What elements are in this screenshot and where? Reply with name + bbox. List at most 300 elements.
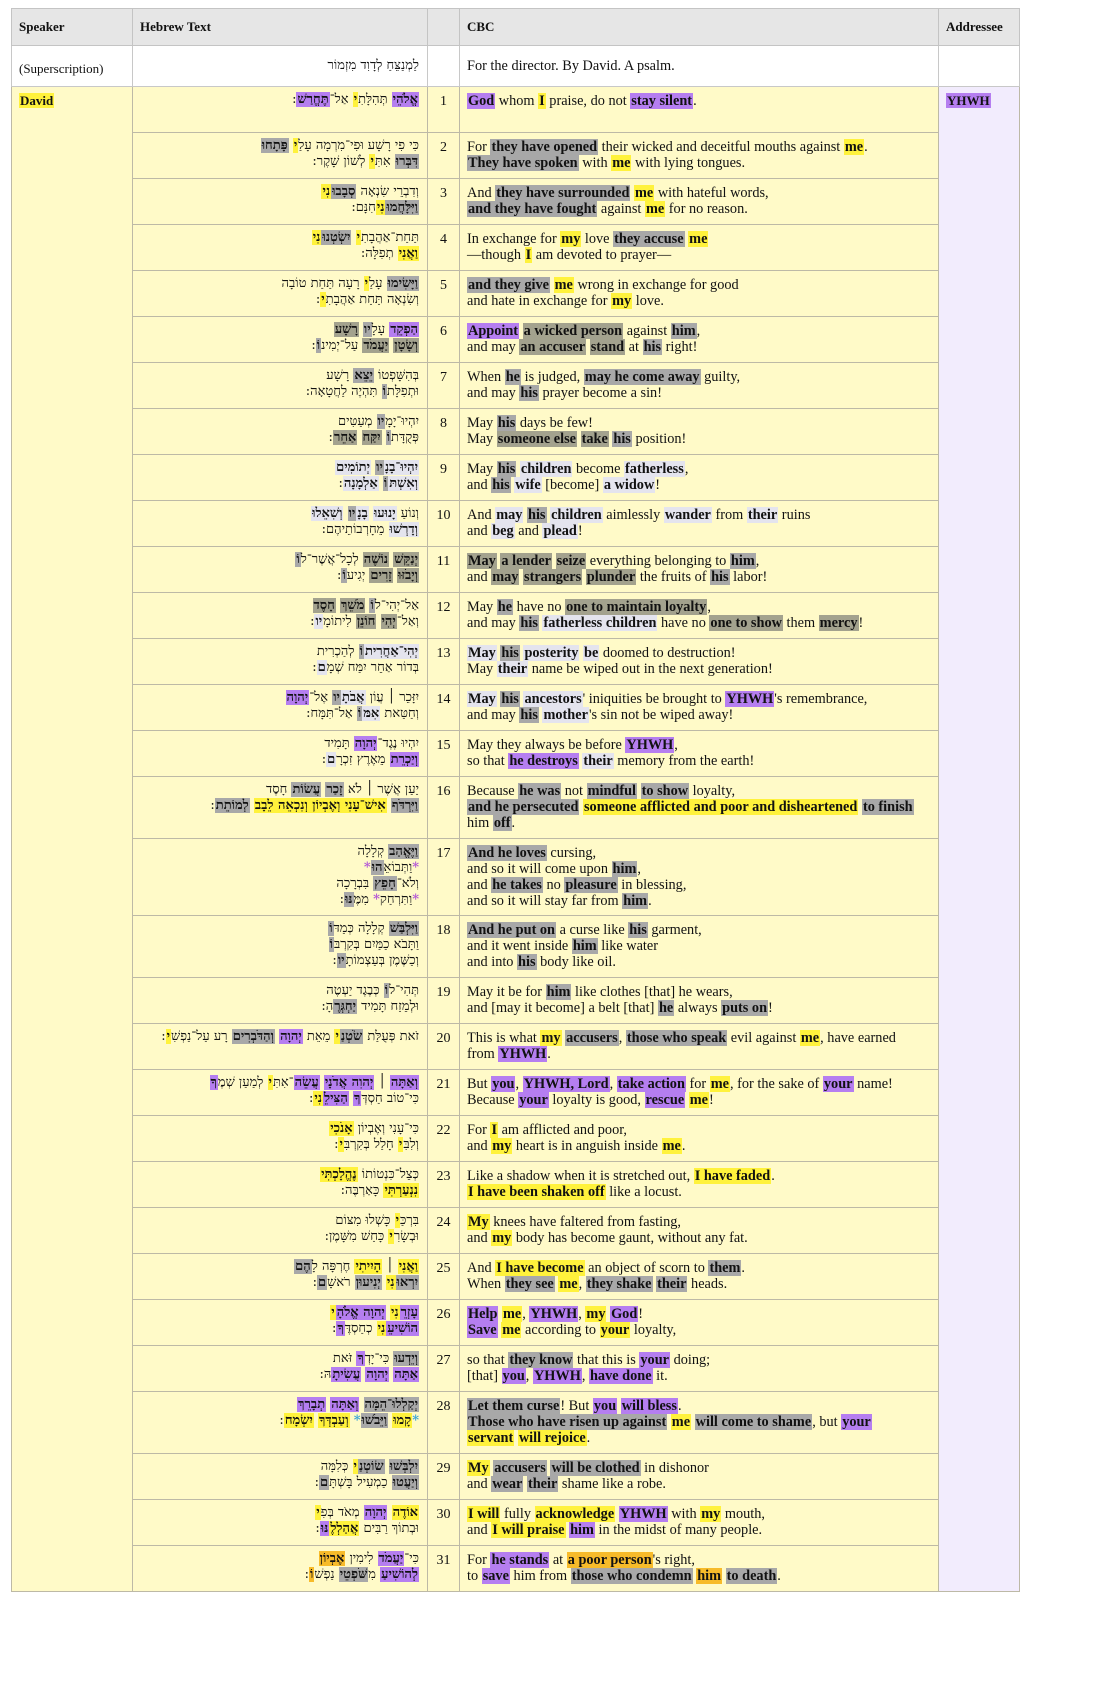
text-line xyxy=(139,1351,419,1367)
highlight-yellow: נִי xyxy=(390,1305,399,1320)
highlight-purple: your xyxy=(842,1414,871,1430)
highlight-olive: someone else xyxy=(497,431,576,447)
cbc-translation-cell xyxy=(460,1254,939,1300)
highlight-gray: יִלְבְּשׁוּ xyxy=(389,1459,418,1474)
highlight-yellow: I will xyxy=(468,1506,500,1522)
text-segment: May xyxy=(467,599,497,615)
highlight-purple: Help xyxy=(468,1306,498,1322)
highlight-gray: and they have fought xyxy=(468,201,597,217)
text-segment: from xyxy=(467,1046,499,1062)
highlight-purple: save xyxy=(482,1568,509,1584)
highlight-yellow: י xyxy=(395,1213,399,1228)
text-segment: in the midst of many people. xyxy=(594,1522,763,1538)
highlight-yellow: me xyxy=(800,1030,820,1046)
text-segment xyxy=(351,230,355,245)
text-line xyxy=(467,1030,932,1046)
verse-number: 27 xyxy=(428,1346,460,1392)
cbc-translation-cell xyxy=(460,317,939,363)
highlight-gray: ם xyxy=(318,1275,327,1290)
highlight-yellow: I xyxy=(539,93,545,109)
text-segment: In exchange for xyxy=(467,231,561,247)
text-segment: , xyxy=(515,1076,523,1092)
highlight-purple: rescue xyxy=(645,1092,685,1108)
verse-number: 5 xyxy=(428,271,460,317)
text-segment: : xyxy=(328,430,333,445)
text-segment: תַּחַת־אַהֲבָתִ xyxy=(361,230,419,245)
highlight-light: וְאִשְׁתּ xyxy=(389,476,418,491)
highlight-gray: עֲשׂוֹת xyxy=(292,782,321,797)
highlight-purple: YHWH xyxy=(533,1368,581,1384)
cbc-translation-cell xyxy=(460,1116,939,1162)
text-segment: and xyxy=(514,523,543,539)
text-segment: fully xyxy=(500,1506,535,1522)
text-segment: וְשִׂנְאָה תַּחַת אַהֲבָתִ xyxy=(325,292,419,307)
text-segment: לְמַעַן שְׁמֶ xyxy=(217,1075,268,1090)
text-segment: and so it will come upon xyxy=(467,861,612,877)
text-segment: Because xyxy=(467,783,519,799)
highlight-gray: שׂוֹטְנַ xyxy=(358,1459,384,1474)
text-segment: them xyxy=(782,615,819,631)
ketiv-qere-marker: * xyxy=(373,892,380,907)
cbc-translation-cell xyxy=(460,455,939,501)
highlight-yellow: י xyxy=(364,276,369,291)
highlight-purple: have done xyxy=(589,1368,652,1384)
verse-number: 16 xyxy=(428,777,460,839)
highlight-orange: וֹ xyxy=(310,1567,314,1582)
text-segment: ! xyxy=(577,523,583,539)
text-segment: וּבְשָׂרִ xyxy=(393,1229,419,1244)
highlight-purple: נּוּ xyxy=(320,1521,329,1536)
hebrew-cell xyxy=(133,1024,428,1070)
text-line xyxy=(467,385,932,401)
highlight-yellow: נִי xyxy=(314,1091,323,1106)
text-segment: . xyxy=(681,1138,686,1154)
highlight-gray: חָפֵץ xyxy=(374,876,396,891)
highlight-olive: seize xyxy=(556,553,586,569)
text-segment: in blessing, xyxy=(617,877,687,893)
highlight-gray: וַיִּרְדֹּף xyxy=(391,798,418,813)
highlight-gray: puts on xyxy=(722,1000,768,1016)
text-line xyxy=(467,1138,932,1154)
highlight-gray: his xyxy=(528,507,546,523)
hebrew-cell xyxy=(133,685,428,731)
text-line xyxy=(139,1321,419,1337)
hebrew-cell xyxy=(133,777,428,839)
text-segment: עַל־יְמִינ xyxy=(321,338,363,353)
verse-number: 24 xyxy=(428,1208,460,1254)
highlight-gray: to show xyxy=(641,783,689,799)
text-line xyxy=(139,476,419,492)
text-segment: and xyxy=(467,569,492,585)
verse-row xyxy=(12,455,1020,501)
verse-number: 18 xyxy=(428,916,460,978)
text-segment: have no xyxy=(513,599,566,615)
text-segment: heart is in anguish inside xyxy=(512,1138,662,1154)
cbc-translation-cell xyxy=(460,916,939,978)
text-segment: become xyxy=(572,461,625,477)
text-segment: Like a shadow when it is stretched out, xyxy=(467,1168,694,1184)
text-segment: . xyxy=(648,893,652,909)
highlight-gray: סְבָבוּ xyxy=(332,184,356,199)
highlight-yellow: י xyxy=(353,92,358,107)
highlight-gray: and he persecuted xyxy=(468,799,579,815)
text-segment: : xyxy=(304,1567,310,1582)
highlight-gray: his xyxy=(497,415,516,431)
text-segment: חָסֶד xyxy=(265,782,292,797)
text-line xyxy=(139,92,419,108)
text-segment: But xyxy=(467,1076,492,1092)
highlight-light: their xyxy=(497,661,528,677)
text-segment: כַמְעִיל בָּשְׁתָּ xyxy=(329,1475,392,1490)
highlight-yellow: נֶהֱלָכְתִּי xyxy=(321,1167,357,1182)
highlight-purple: עֲשִׂיתָ xyxy=(332,1367,361,1382)
highlight-yellow: נִי xyxy=(376,200,385,215)
text-segment: loyalty is good, xyxy=(548,1092,645,1108)
text-line xyxy=(139,953,419,969)
text-line xyxy=(139,292,419,308)
text-segment: him xyxy=(467,815,493,831)
text-line xyxy=(467,1168,932,1184)
text-segment: : xyxy=(339,892,344,907)
text-segment: from xyxy=(711,507,747,523)
text-segment: . xyxy=(511,815,516,831)
highlight-yellow: I xyxy=(491,1122,498,1138)
text-segment: : xyxy=(337,568,342,583)
highlight-gray: זָכַר xyxy=(326,782,343,797)
text-segment: כִּי פִי רָשָׁע וּפִי־מִרְמָה עָלַ xyxy=(298,138,419,153)
verse-row xyxy=(12,978,1020,1024)
text-segment: : xyxy=(321,752,327,767)
cbc-translation-cell xyxy=(460,639,939,685)
highlight-light: plead xyxy=(543,523,577,539)
text-segment: labor! xyxy=(729,569,768,585)
text-line xyxy=(467,553,932,569)
verse-number: 30 xyxy=(428,1500,460,1546)
highlight-light: be xyxy=(584,645,599,661)
text-line xyxy=(467,615,932,631)
addressee-label: YHWH xyxy=(947,93,990,108)
text-segment: am afflicted and poor, xyxy=(498,1122,627,1138)
text-line xyxy=(467,293,932,309)
text-segment: guilty, xyxy=(700,369,741,385)
text-segment: always xyxy=(674,1000,722,1016)
text-segment: memory from the earth! xyxy=(613,753,755,769)
cbc-translation-cell xyxy=(460,547,939,593)
text-line xyxy=(467,93,932,109)
text-segment: ! But xyxy=(560,1398,593,1414)
text-segment: May xyxy=(467,661,497,677)
text-line xyxy=(139,1229,419,1245)
text-line xyxy=(139,860,419,876)
text-segment: ! xyxy=(768,1000,773,1016)
highlight-purple: God xyxy=(611,1306,638,1322)
text-segment: For xyxy=(467,1552,491,1568)
highlight-yellow: my xyxy=(492,1230,512,1246)
highlight-gray: וְיַעֲטוּ xyxy=(392,1475,418,1490)
hebrew-cell xyxy=(133,1392,428,1454)
highlight-gray: they know xyxy=(509,1352,573,1368)
highlight-olive: one to show xyxy=(710,615,782,631)
ketiv-qere-marker: * xyxy=(412,1413,419,1428)
text-segment: בְּהִשָּׁפְטוֹ xyxy=(373,368,419,383)
text-segment: : xyxy=(314,1475,320,1490)
text-segment: When xyxy=(467,1276,505,1292)
highlight-purple: יְהוָה אֱלֹהָ xyxy=(336,1305,385,1320)
text-segment: אַל־ xyxy=(329,92,353,107)
highlight-light: children xyxy=(551,507,602,523)
text-segment: וְכַשֶּׁמֶן בְּעַצְמוֹתָ xyxy=(345,953,419,968)
highlight-purple: וְיַכְרֵת xyxy=(390,752,418,767)
text-line xyxy=(467,1430,932,1446)
highlight-gray: וֹ xyxy=(386,430,391,445)
text-line xyxy=(467,1076,932,1092)
superscription-row xyxy=(12,46,1020,87)
highlight-yellow: י xyxy=(398,1137,403,1152)
hebrew-cell xyxy=(133,978,428,1024)
highlight-olive: וְשָׂטָן xyxy=(394,338,418,353)
text-segment: ! xyxy=(709,1092,714,1108)
text-line xyxy=(139,1075,419,1091)
text-segment: קְלָלָה xyxy=(357,844,389,859)
highlight-gray: שֹּׁפְטֵי xyxy=(339,1567,368,1582)
text-segment: and it went inside xyxy=(467,938,572,954)
text-line xyxy=(139,1475,419,1491)
text-segment: רָשָׁע xyxy=(326,368,354,383)
text-line xyxy=(467,1230,932,1246)
highlight-purple: יְהוָה xyxy=(364,1505,387,1520)
highlight-yellow: וַאֲנִי xyxy=(398,246,418,261)
cbc-translation-cell xyxy=(460,978,939,1024)
highlight-purple: יְהוָה xyxy=(286,690,309,705)
highlight-purple: him xyxy=(570,1522,594,1538)
highlight-yellow: my xyxy=(586,1306,606,1322)
text-segment: נַפְשׁ xyxy=(314,1567,339,1582)
highlight-light: בָנָ xyxy=(357,506,368,521)
verse-row xyxy=(12,839,1020,916)
highlight-purple: will bless xyxy=(621,1398,677,1414)
text-line xyxy=(467,1306,932,1322)
text-line xyxy=(467,139,932,155)
highlight-yellow: acknowledge xyxy=(535,1506,615,1522)
text-segment: מֵאֵת xyxy=(302,1029,335,1044)
verse-row xyxy=(12,1392,1020,1454)
text-line xyxy=(139,154,419,170)
highlight-olive: רָשָׁע xyxy=(334,322,358,337)
text-line xyxy=(139,844,419,860)
text-segment: at xyxy=(549,1552,567,1568)
text-segment: and may xyxy=(467,339,520,355)
text-segment: , xyxy=(609,1076,617,1092)
highlight-yellow: My xyxy=(468,1460,489,1476)
highlight-yellow: me xyxy=(634,185,654,201)
highlight-gray: שֹׂטְנַ xyxy=(340,1029,363,1044)
text-segment: מֵחָרְבוֹתֵיהֶם: xyxy=(321,522,389,537)
text-line xyxy=(139,660,419,676)
text-segment: : xyxy=(311,338,316,353)
highlight-gray: they accuse xyxy=(614,231,684,247)
text-segment: to xyxy=(467,1568,482,1584)
verse-row xyxy=(12,271,1020,317)
highlight-purple: your xyxy=(823,1076,853,1092)
text-segment: בִּרְכַּ xyxy=(399,1213,419,1228)
cbc-translation-cell xyxy=(460,777,939,839)
text-line xyxy=(467,277,932,293)
header-speaker: Speaker xyxy=(12,9,133,46)
text-segment: מִ xyxy=(368,1567,381,1582)
cbc-translation-cell xyxy=(460,839,939,916)
text-segment: with xyxy=(578,155,612,171)
text-segment: This is what xyxy=(467,1030,541,1046)
text-line xyxy=(467,707,932,723)
text-line xyxy=(467,877,932,893)
highlight-purple: לְהוֹשִׁיעַ xyxy=(381,1567,418,1582)
text-segment: , for the sake of xyxy=(730,1076,823,1092)
text-segment: מִמֶּ xyxy=(353,892,374,907)
highlight-gray: off xyxy=(493,815,511,831)
highlight-gray: And he loves xyxy=(468,845,546,861)
text-segment: אֶל־ xyxy=(309,690,333,705)
text-segment: : xyxy=(210,798,215,813)
highlight-gray: they shake xyxy=(586,1276,652,1292)
header-cbc: CBC xyxy=(460,9,939,46)
highlight-gray: his xyxy=(520,385,538,401)
highlight-purple: עָזְרֵ xyxy=(400,1305,418,1320)
highlight-purple: he stands xyxy=(491,1552,549,1568)
highlight-gray: they see xyxy=(505,1276,554,1292)
text-segment: רָעָה תַּחַת טוֹבָה xyxy=(281,276,364,291)
text-segment: , xyxy=(696,323,701,339)
verse-number: 9 xyxy=(428,455,460,501)
hebrew-cell xyxy=(133,639,428,685)
hebrew-cell xyxy=(133,1070,428,1116)
highlight-gray: he xyxy=(505,369,521,385)
highlight-gray: his xyxy=(501,691,519,707)
highlight-light: May xyxy=(468,691,496,707)
highlight-gray: וֹ xyxy=(357,706,362,721)
verse-number: 11 xyxy=(428,547,460,593)
verse-number: 12 xyxy=(428,593,460,639)
text-segment: position! xyxy=(631,431,687,447)
text-segment: וְלֹא־ xyxy=(396,876,419,891)
highlight-gray: him xyxy=(671,323,696,339)
text-segment: . xyxy=(771,1168,775,1184)
highlight-light: יָנוּעוּ xyxy=(373,506,396,521)
highlight-yellow: י xyxy=(335,1029,339,1044)
highlight-gray: וַיִּלְבַּשׁ xyxy=(389,921,418,936)
text-segment: love xyxy=(581,231,614,247)
text-line xyxy=(467,415,932,431)
text-segment: name be wiped out in the next generation! xyxy=(528,661,773,677)
text-line xyxy=(139,322,419,338)
highlight-olive: נוֹשֶׁה xyxy=(363,552,389,567)
text-segment: name! xyxy=(853,1076,893,1092)
text-segment: mouth, xyxy=(721,1506,765,1522)
highlight-olive: חָסֶד xyxy=(313,598,335,613)
text-segment: וְאַל־ xyxy=(396,614,419,629)
highlight-light: a widow xyxy=(603,477,655,493)
text-segment: לִיתוֹמָ xyxy=(323,614,356,629)
text-line xyxy=(139,1367,419,1383)
highlight-purple: take action xyxy=(617,1076,685,1092)
text-line xyxy=(139,568,419,584)
text-line xyxy=(139,200,419,216)
highlight-purple: God xyxy=(468,93,495,109)
highlight-purple: הַצִּילֵ xyxy=(324,1091,348,1106)
highlight-light: וְשִׁאֵלוּ xyxy=(312,506,343,521)
highlight-gray: him xyxy=(623,893,648,909)
addressee-cell xyxy=(939,87,1020,1592)
highlight-gray: יו xyxy=(376,460,383,475)
text-segment: לְכָל־אֲשֶׁר־ל xyxy=(300,552,363,567)
highlight-gray: they have surrounded xyxy=(496,185,630,201)
highlight-olive: May xyxy=(468,553,496,569)
text-segment: And xyxy=(467,1260,496,1276)
highlight-purple: יְהוָה xyxy=(354,736,377,751)
highlight-gray: him xyxy=(730,553,755,569)
highlight-olive: חוֹנֵן xyxy=(356,614,376,629)
highlight-gray: he takes xyxy=(492,877,542,893)
highlight-gray: וְיֵדְעוּ xyxy=(394,1351,418,1366)
highlight-light: children xyxy=(520,461,572,477)
text-line xyxy=(467,231,932,247)
verse-row xyxy=(12,1300,1020,1346)
text-segment: מְאֹד בְּפִ xyxy=(320,1505,364,1520)
text-line xyxy=(467,922,932,938)
text-line xyxy=(467,599,932,615)
highlight-gray: דִּבְּרוּ xyxy=(395,154,418,169)
highlight-gray: יו xyxy=(337,953,345,968)
text-line xyxy=(467,954,932,970)
highlight-light: יְתוֹמִים xyxy=(336,460,371,475)
text-line xyxy=(467,1214,932,1230)
text-segment: ׀ xyxy=(382,1259,398,1274)
ketiv-qere-marker: * xyxy=(412,860,419,875)
highlight-gray: will come to shame xyxy=(695,1414,812,1430)
text-segment: him from xyxy=(509,1568,571,1584)
header-row xyxy=(12,9,1020,46)
text-line xyxy=(467,783,932,799)
text-line xyxy=(467,247,932,263)
hebrew-cell xyxy=(133,179,428,225)
text-segment: : xyxy=(331,1321,337,1336)
text-segment: and xyxy=(467,1138,492,1154)
verse-number: 21 xyxy=(428,1070,460,1116)
text-segment: is judged, xyxy=(521,369,584,385)
highlight-gray: וַיֵּבֹשׁוּ xyxy=(361,1413,388,1428)
text-line xyxy=(467,893,932,909)
text-segment: וַתְּבוֹאֵ xyxy=(383,860,413,875)
text-segment: wrong in exchange for good xyxy=(573,277,739,293)
highlight-olive: take xyxy=(581,431,608,447)
verse-row xyxy=(12,1546,1020,1592)
text-segment: אִתִּ xyxy=(374,154,395,169)
highlight-olive: יִקַּח xyxy=(362,430,381,445)
highlight-gray: may he come away xyxy=(584,369,700,385)
text-segment: and so it will stay far from xyxy=(467,893,623,909)
text-segment: at xyxy=(625,339,643,355)
verse-row xyxy=(12,639,1020,685)
text-line xyxy=(467,1506,932,1522)
highlight-gray: הוּ xyxy=(371,860,383,875)
highlight-gray: accusers xyxy=(566,1030,618,1046)
ketiv-qere-marker: * xyxy=(412,892,419,907)
text-segment: ! xyxy=(638,1306,644,1322)
highlight-yellow: י xyxy=(389,1229,393,1244)
highlight-gray: יו xyxy=(377,414,385,429)
cbc-translation-cell xyxy=(460,409,939,455)
text-line xyxy=(139,1505,419,1521)
verse-number: 7 xyxy=(428,363,460,409)
